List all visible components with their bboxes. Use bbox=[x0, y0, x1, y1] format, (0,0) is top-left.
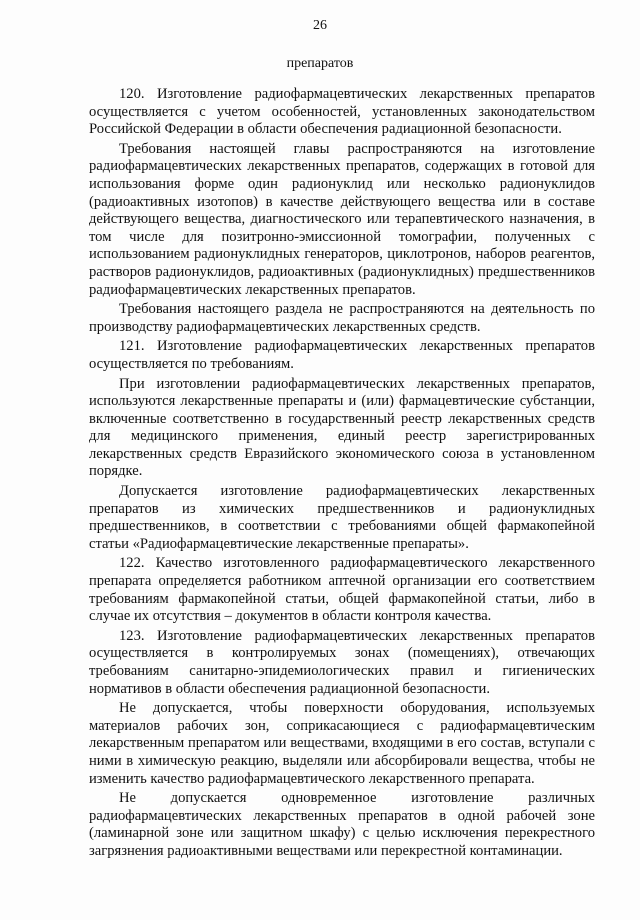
paragraph-122: 122. Качество изготовленного радиофармацевтического лекарственного препарата определяется работником аптечной организации его соответствием требованиям фармакопейной статьи, общей фармакопейной статьи, либо в случае их отсутствия – документов в области контроля качества. bbox=[89, 555, 595, 625]
paragraph-121: 121. Изготовление радиофармацевтических лекарственных препаратов осуществляется по требованиям. bbox=[89, 338, 595, 372]
paragraph-123: 123. Изготовление радиофармацевтических лекарственных препаратов осуществляется в контролируемых зонах (помещениях), отвечающих требованиям санитарно-эпидемиологических правил и гигиенических нормативов в области обеспечения радиационной безопасности. bbox=[89, 627, 595, 697]
page-number: 26 bbox=[313, 18, 327, 33]
paragraph-simultaneous: Не допускается одновременное изготовление различных радиофармацевтических лекарственных препаратов в одной рабочей зоне (ламинарной зоне или защитном шкафу) с целью исключения перекрестного загрязнения радиоактивными веществами или перекрестной контаминации. bbox=[89, 790, 595, 859]
document-body bbox=[89, 86, 595, 863]
paragraph-substances: При изготовлении радиофармацевтических лекарственных препаратов, используются лекарственные препараты и (или) фармацевтические субстанции, включенные соответственно в государственный реестр лекарственных средств для медицинского применения, единый реестр зарегистрированных лекарственных средств Евразийского экономического союза в установленном порядке. bbox=[89, 375, 595, 480]
paragraph-surfaces: Не допускается, чтобы поверхности оборудования, используемых материалов рабочих зон, соприкасающиеся с радиофармацевтическим лекарственным препаратом или веществами, входящими в его состав, вступали с ними в химическую реакцию, выделяли или абсорбировали вещества, чтобы не изменить качество радиофармацевтического лекарственного препарата. bbox=[89, 700, 595, 787]
paragraph-section-exclusion: Требования настоящего раздела не распространяются на деятельность по производству радиофармацевтических лекарственных средств. bbox=[89, 301, 595, 335]
paragraph-120: 120. Изготовление радиофармацевтических лекарственных препаратов осуществляется с учетом особенностей, установленных законодательством Российской Федерации в области обеспечения радиационной безопасности. bbox=[89, 86, 595, 138]
paragraph-precursors: Допускается изготовление радиофармацевтических лекарственных препаратов из химических предшественников и радионуклидных предшественников, в соответствии с требованиями общей фармакопейной статьи «Радиофармацевтические лекарственные препараты». bbox=[89, 483, 595, 552]
continuation-word: препаратов bbox=[286, 56, 354, 71]
paragraph-chapter-scope: Требования настоящей главы распространяются на изготовление радиофармацевтических лекарственных препаратов, содержащих в готовой для использования форме один радионуклид или несколько радионуклидов (радиоактивных изотопов) в качестве действующего вещества или в составе действующего вещества, диагностического или терапевтического назначения, в том числе для позитронно-эмиссионной томографии, полученных с использованием радионуклидных генераторов, циклотронов, наборов реагентов, растворов радионуклидов, радиоактивных (радионуклидных) предшественников радиофармацевтических лекарственных препаратов. bbox=[89, 140, 595, 298]
